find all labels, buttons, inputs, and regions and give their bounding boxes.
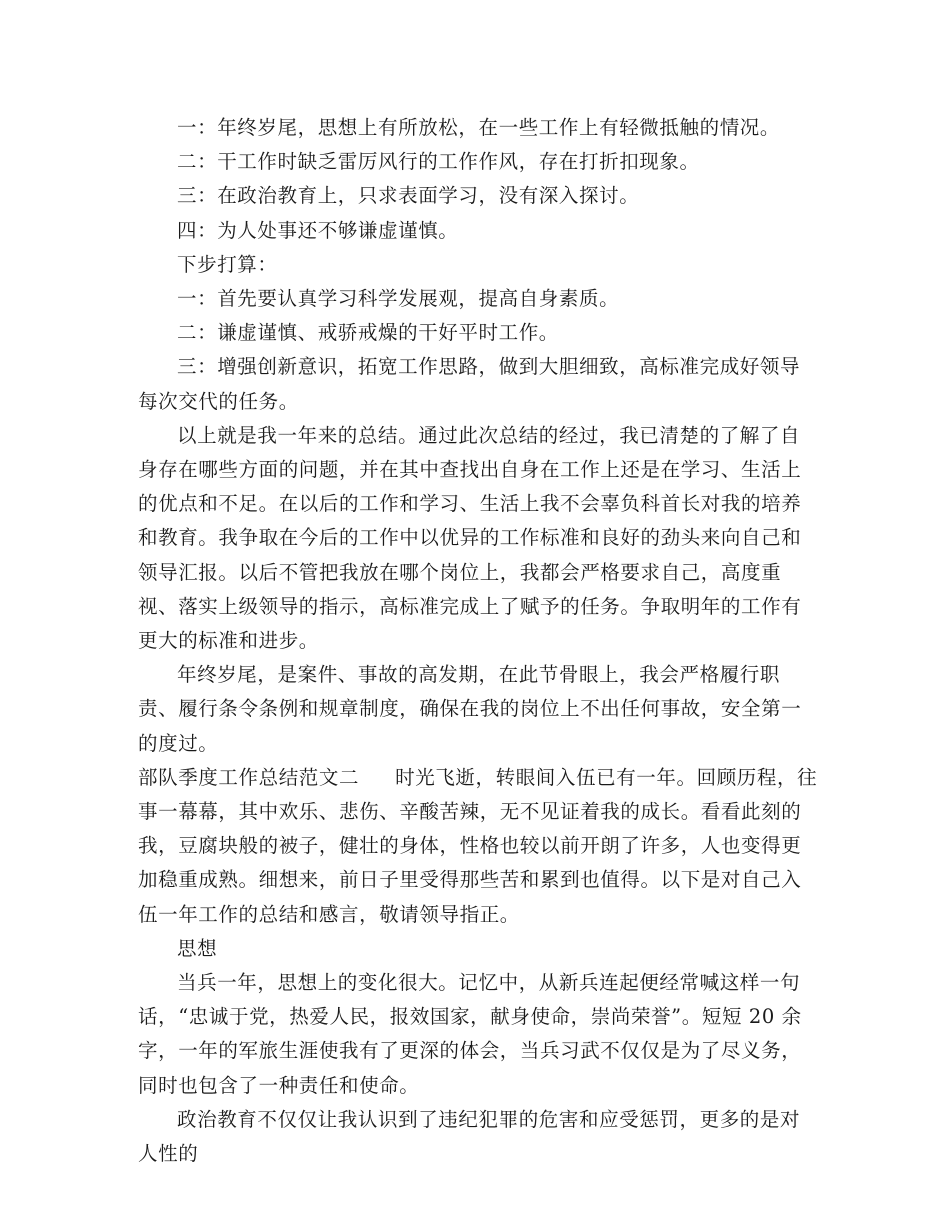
list-item-shortcoming-4: 四：为人处事还不够谦虚谨慎。 <box>177 218 459 242</box>
document-body <box>138 111 818 1171</box>
list-item-shortcoming-3: 三：在政治教育上，只求表面学习，没有深入探讨。 <box>177 184 640 208</box>
list-item-shortcoming-2: 二：干工作时缺乏雷厉风行的工作作风，存在打折扣现象。 <box>177 150 700 174</box>
section-intro: 时光飞逝，转眼间入伍已有一年。回顾历程，往事一幕幕，其中欢乐、悲伤、辛酸苦辣，无不见证着我的成长。看看此刻的我，豆腐块般的被子，健壮的身体，性格也较以前开朗了许多，人也变得更加稳重成熟。细想来，前日子里受得那些苦和累到也值得。以下是对自己入伍一年工作的总结和感言，敬请领导指正。 <box>138 765 818 926</box>
thought-paragraph-1: 当兵一年，思想上的变化很大。记忆中，从新兵连起便经常喊这样一句话，“忠诚于党，热爱人民，报效国家，献身使命，崇尚荣誉”。短短 20 余字，一年的军旅生涯使我有了更深的体会，当兵习武不仅仅是为了尽义务，同时也包含了一种责任和使命。 <box>138 971 802 1097</box>
section-title: 部队季度工作总结范文二 <box>138 765 360 789</box>
list-item-plan-3: 三：增强创新意识，拓宽工作思路，做到大胆细致，高标准完成好领导每次交代的任务。 <box>138 355 801 413</box>
subheading-thought: 思想 <box>177 936 218 960</box>
list-item-plan-1: 一：首先要认真学习科学发展观，提高自身素质。 <box>177 287 620 311</box>
section-paragraph <box>138 761 818 932</box>
summary-paragraph: 以上就是我一年来的总结。通过此次总结的经过，我已清楚的了解了自身存在哪些方面的问题，并在其中查找出自身在工作上还是在学习、生活上的优点和不足。在以后的工作和学习、生活上我不会辜负科首长对我的培养和教育。我争取在今后的工作中以优异的工作标准和良好的劲头来向自己和领导汇报。以后不管把我放在哪个岗位上，我都会严格要求自己，高度重视、落实上级领导的指示，高标准完成上了赋予的任务。争取明年的工作有更大的标准和进步。 <box>138 423 802 653</box>
list-item-plan-2: 二：谦虚谨慎、戒骄戒燥的干好平时工作。 <box>177 321 559 345</box>
thought-paragraph-2: 政治教育不仅仅让我认识到了违纪犯罪的危害和应受惩罚，更多的是对人性的 <box>138 1107 801 1166</box>
plan-heading: 下步打算： <box>177 252 278 276</box>
year-end-paragraph: 年终岁尾，是案件、事故的高发期，在此节骨眼上，我会严格履行职责、履行条令条例和规章制度，确保在我的岗位上不出任何事故，安全第一的度过。 <box>138 663 802 755</box>
list-item-shortcoming-1: 一：年终岁尾，思想上有所放松，在一些工作上有轻微抵触的情况。 <box>177 116 781 139</box>
